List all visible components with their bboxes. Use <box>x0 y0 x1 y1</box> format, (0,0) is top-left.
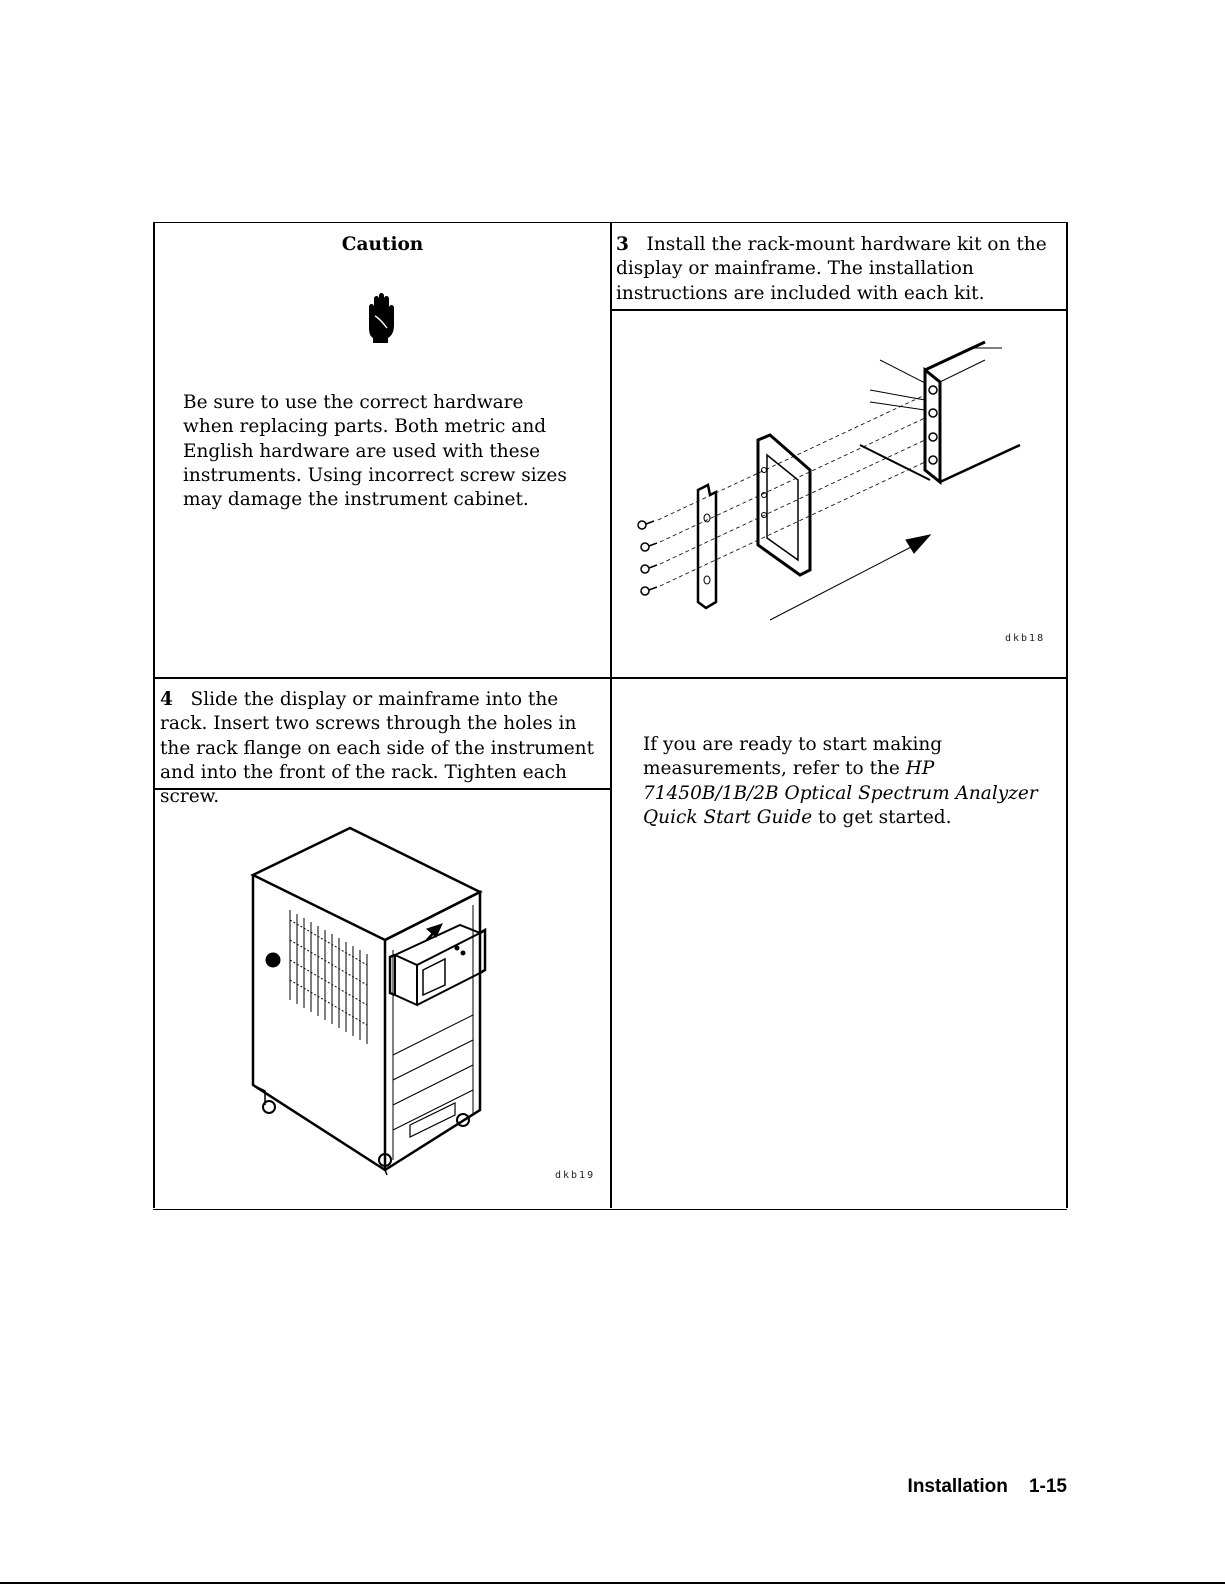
caster-1 <box>263 1101 275 1113</box>
rack-cabinet-illustration <box>245 825 505 1180</box>
page-footer <box>880 1476 1067 1498</box>
side-vent <box>290 910 367 1044</box>
table-right-border <box>1066 222 1068 1208</box>
hand-stop-icon <box>362 292 400 344</box>
step4-number: 4 <box>160 689 173 710</box>
figure-label-dkb18: dkb18 <box>1005 633 1046 644</box>
step3-text-divider <box>612 309 1067 311</box>
quick-start-guide-title: HP 71450B/1B/2B Optical Spectrum Analyzer Quick Start Guide <box>643 758 1038 828</box>
step4-text: Slide the display or mainframe into the rack. Insert two screws through the holes in the rack flange on each side of the instrument and into the front of the rack. Tighten each screw. <box>160 689 595 808</box>
note-text-after: to get started. <box>812 806 952 828</box>
quick-start-note <box>643 733 1063 830</box>
page-bottom-rule <box>0 1582 1225 1584</box>
note-text-before: If you are ready to start making measurements, refer to the <box>643 734 943 780</box>
caution-heading: Caution <box>341 234 424 255</box>
instrument-chassis <box>860 342 1020 482</box>
step4-instruction <box>160 688 605 809</box>
screw-3 <box>641 565 657 573</box>
step3-number: 3 <box>616 234 629 255</box>
figure-label-dkb19: dkb19 <box>555 1170 596 1181</box>
insertion-arrow <box>770 535 930 620</box>
table-left-border <box>153 222 155 1208</box>
step3-text: Install the rack-mount hardware kit on the display or mainframe. The installation instructions are included with each kit. <box>616 234 1047 304</box>
step3-instruction <box>616 233 1056 306</box>
footer-section: Installation <box>907 1476 1008 1497</box>
screw-4 <box>641 587 657 595</box>
rack-flange <box>698 485 716 608</box>
screw-1 <box>638 521 654 529</box>
footer-page-number: 1-15 <box>1028 1476 1067 1497</box>
rack-mount-kit-illustration <box>630 340 1060 660</box>
caution-text: Be sure to use the correct hardware when replacing parts. Both metric and English hardware are used with these instruments. Using incorrect screw sizes may damage the instrument cabinet. <box>183 392 567 511</box>
table-row-divider <box>153 677 1067 679</box>
screw-2 <box>641 543 657 551</box>
instrument-in-rack <box>390 925 485 1005</box>
side-port <box>266 953 280 967</box>
handle-frame <box>758 435 810 575</box>
screws <box>638 521 657 595</box>
table-center-divider <box>610 222 612 1208</box>
